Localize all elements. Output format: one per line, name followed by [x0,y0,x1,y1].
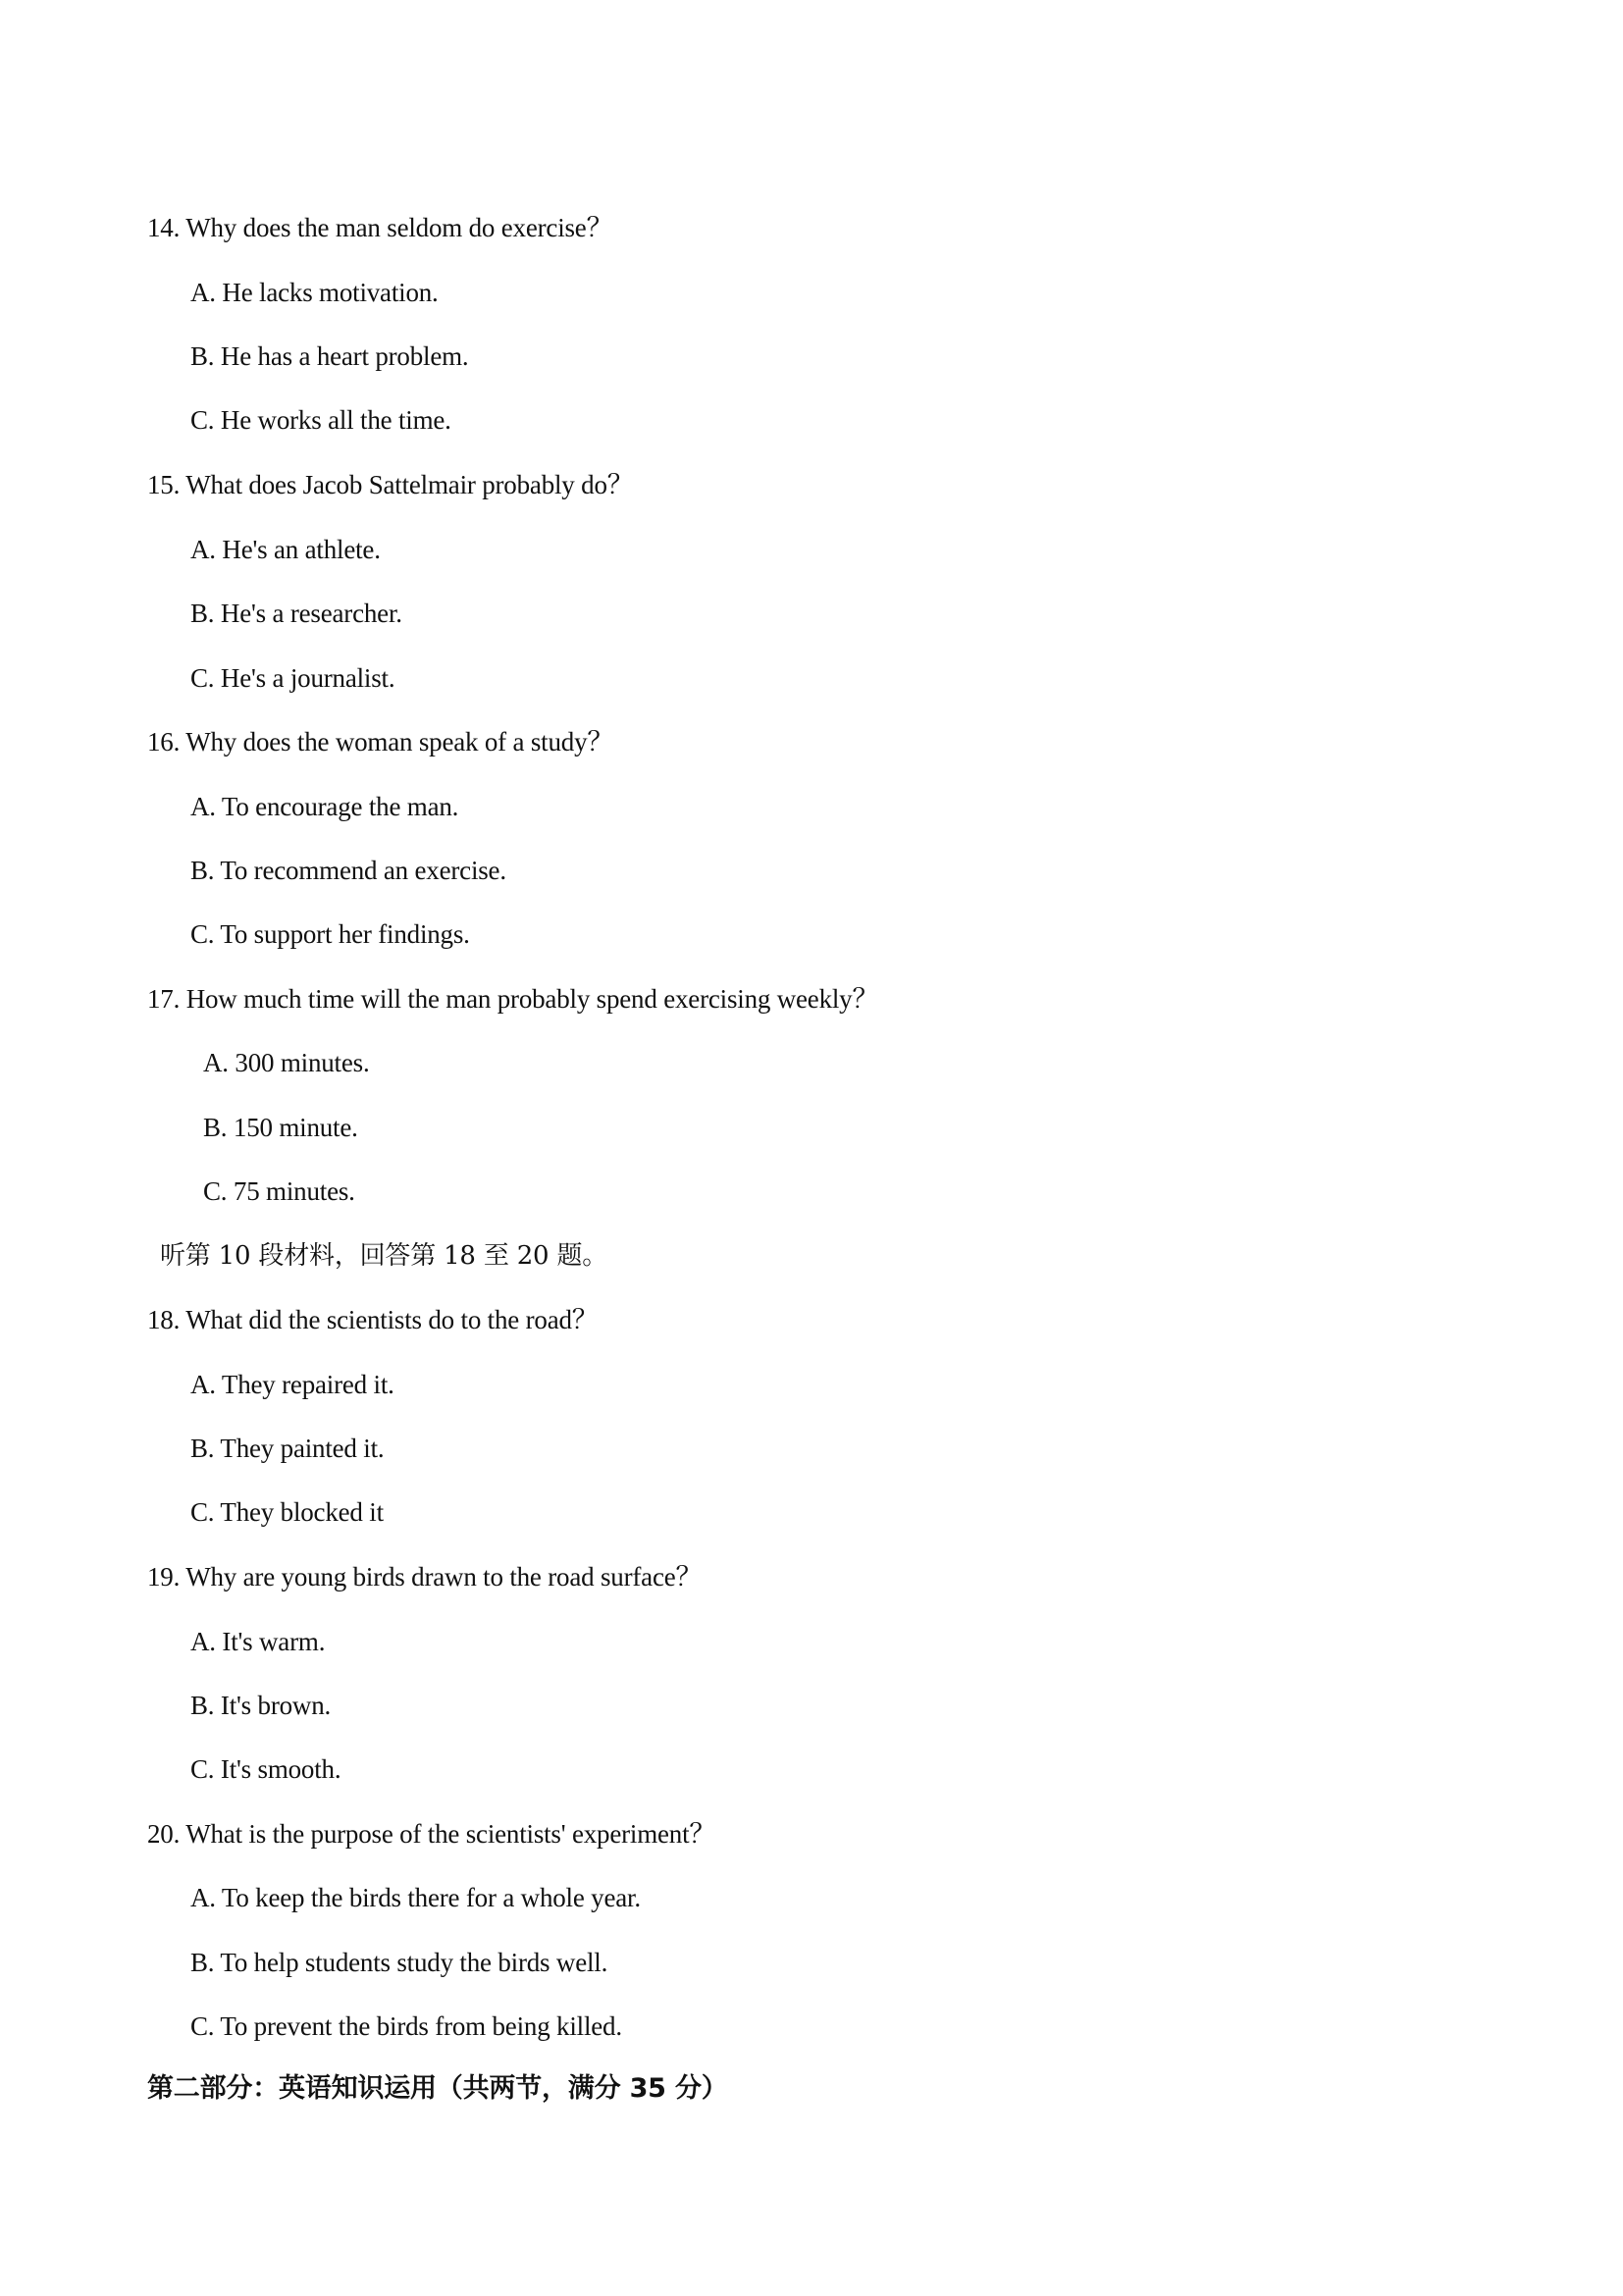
question-16-option-b: B. To recommend an exercise. [190,856,506,885]
question-18-option-a: A. They repaired it. [190,1370,394,1399]
question-17-option-c: C. 75 minutes. [203,1176,355,1206]
question-16: 16. Why does the woman speak of a study？ [147,727,614,757]
question-17-option-a: A. 300 minutes. [203,1048,370,1077]
question-14-option-b: B. He has a heart problem. [190,341,469,371]
question-19-option-a: A. It's warm. [190,1627,326,1656]
question-19-option-b: B. It's brown. [190,1691,332,1720]
listening-instruction: 听第 10 段材料，回答第 18 至 20 题。 [160,1241,608,1271]
question-14-option-a: A. He lacks motivation. [190,278,439,307]
question-16-option-c: C. To support her findings. [190,919,470,949]
question-19-option-c: C. It's smooth. [190,1754,341,1784]
section-heading: 第二部分：英语知识运用（共两节，满分 35 分） [147,2073,728,2104]
question-15-option-b: B. He's a researcher. [190,599,402,628]
question-15-option-a: A. He's an athlete. [190,535,381,564]
question-17: 17. How much time will the man probably spend exercising weekly？ [147,984,879,1014]
question-14-option-c: C. He works all the time. [190,405,451,435]
question-20-option-a: A. To keep the birds there for a whole year. [190,1883,641,1912]
question-17-option-b: B. 150 minute. [203,1113,358,1142]
question-14: 14. Why does the man seldom do exercise？ [147,213,613,242]
question-15: 15. What does Jacob Sattelmair probably do？ [147,470,634,499]
question-18-option-b: B. They painted it. [190,1434,385,1463]
question-20: 20. What is the purpose of the scientists' experiment？ [147,1819,716,1849]
question-20-option-c: C. To prevent the birds from being killed. [190,2011,622,2041]
question-20-option-b: B. To help students study the birds well. [190,1948,608,1977]
question-18-option-c: C. They blocked it [190,1497,384,1527]
question-16-option-a: A. To encourage the man. [190,792,459,821]
question-18: 18. What did the scientists do to the road？ [147,1305,599,1334]
question-15-option-c: C. He's a journalist. [190,663,395,693]
question-19: 19. Why are young birds drawn to the road surface？ [147,1562,703,1592]
